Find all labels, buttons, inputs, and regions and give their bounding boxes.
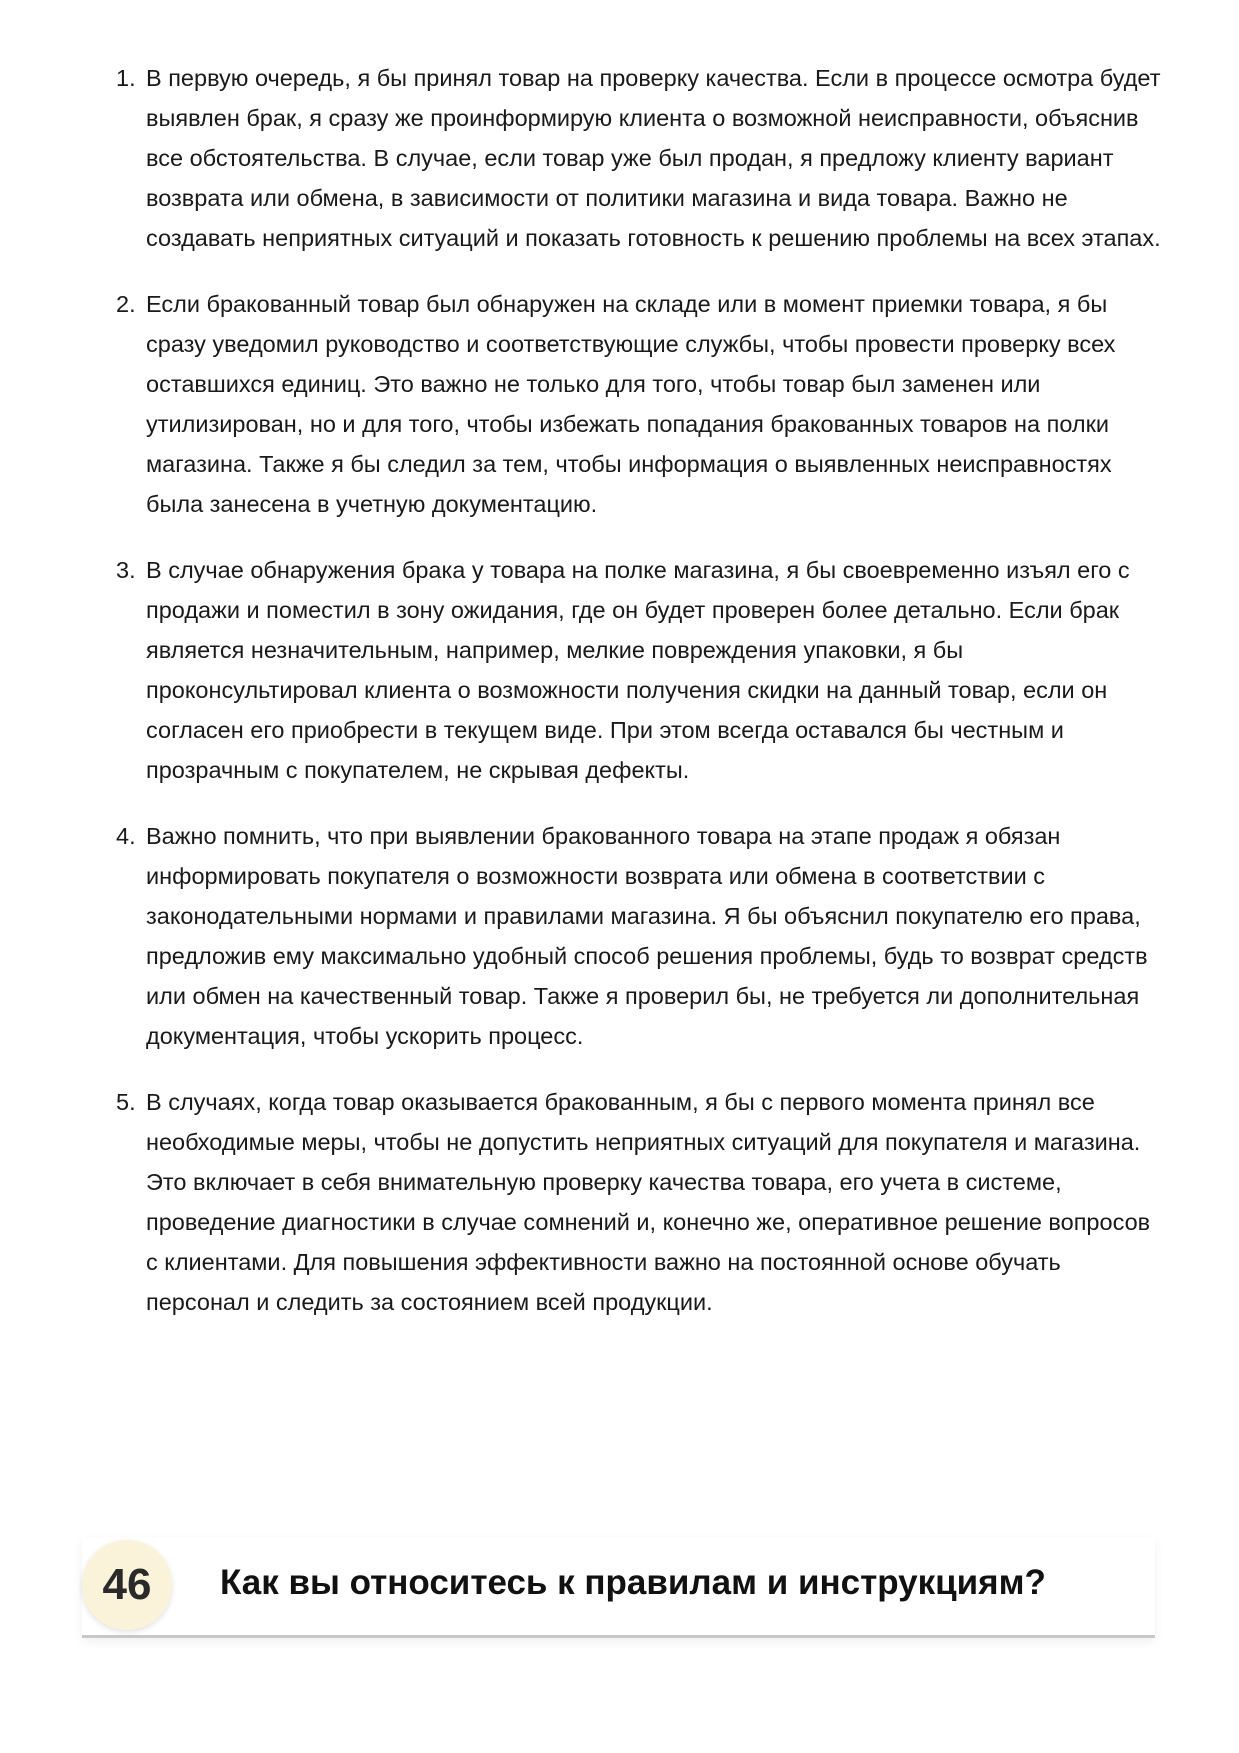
list-item-text: В случаях, когда товар оказывается бракованным, я бы с первого момента принял все необходимые меры, чтобы не допустить неприятных ситуаций для покупателя и магазина. Это включает в себя внимательную проверку качества товара, его учета в системе, проведение диагностики в случае сомнений и, конечно же, оперативное решение вопросов с клиентами. Для повышения эффективности важно на постоянной основе обучать персонал и следить за состоянием всей продукции.	[146, 1089, 1151, 1315]
question-header	[82, 1537, 1155, 1638]
question-title: Как вы относитесь к правилам и инструкциям?	[220, 1563, 1046, 1602]
list-item-text: В случае обнаружения брака у товара на полке магазина, я бы своевременно изъял его с продажи и поместил в зону ожидания, где он будет проверен более детально. Если брак является незначительным, например, мелкие повреждения упаковки, я бы проконсультировал клиента о возможности получения скидки на данный товар, если он согласен его приобрести в текущем виде. При этом всегда оставался бы честным и прозрачным с покупателем, не скрывая дефекты.	[146, 557, 1130, 783]
list-item	[116, 58, 1166, 258]
list-item-number: 2.	[116, 291, 136, 317]
list-item	[116, 284, 1166, 524]
list-item	[116, 816, 1166, 1056]
list-item-text: В первую очередь, я бы принял товар на проверку качества. Если в процессе осмотра будет выявлен брак, я сразу же проинформирую клиента о возможной неисправности, объяснив все обстоятельства. В случае, если товар уже был продан, я предложу клиенту вариант возврата или обмена, в зависимости от политики магазина и вида товара. Важно не создавать неприятных ситуаций и показать готовность к решению проблемы на всех этапах.	[146, 65, 1161, 251]
list-item	[116, 550, 1166, 790]
list-item-number: 4.	[116, 823, 136, 849]
list-item-number: 5.	[116, 1089, 136, 1115]
question-number-badge: 46	[82, 1540, 172, 1630]
list-item	[116, 1082, 1166, 1322]
list-item-number: 1.	[116, 65, 136, 91]
list-item-text: Важно помнить, что при выявлении бракованного товара на этапе продаж я обязан информировать покупателя о возможности возврата или обмена в соответствии с законодательными нормами и правилами магазина. Я бы объяснил покупателю его права, предложив ему максимально удобный способ решения проблемы, будь то возврат средств или обмен на качественный товар. Также я проверил бы, не требуется ли дополнительная документация, чтобы ускорить процесс.	[146, 823, 1148, 1049]
list-item-number: 3.	[116, 557, 136, 583]
answer-list	[116, 58, 1166, 1348]
list-item-text: Если бракованный товар был обнаружен на складе или в момент приемки товара, я бы сразу уведомил руководство и соответствующие службы, чтобы провести проверку всех оставшихся единиц. Это важно не только для того, чтобы товар был заменен или утилизирован, но и для того, чтобы избежать попадания бракованных товаров на полки магазина. Также я бы следил за тем, чтобы информация о выявленных неисправностях была занесена в учетную документацию.	[146, 291, 1116, 517]
